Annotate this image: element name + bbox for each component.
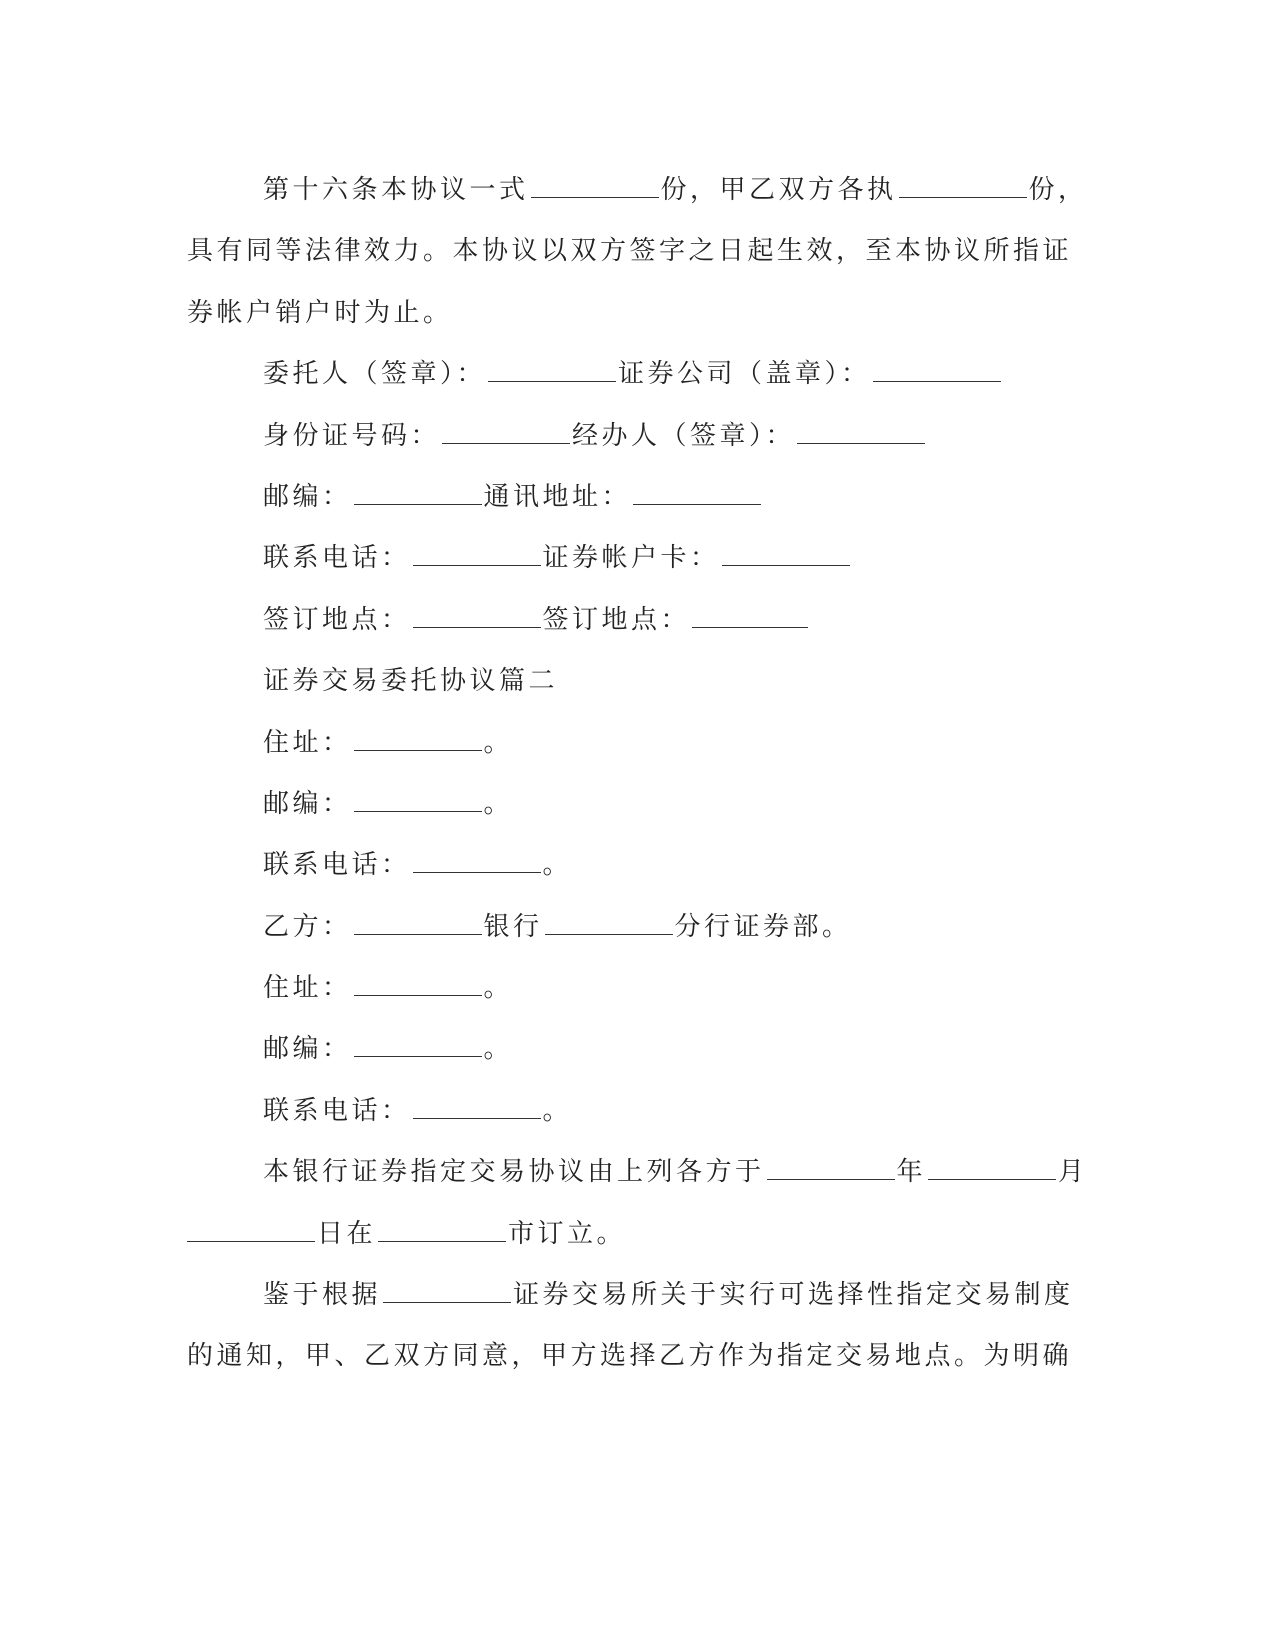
party-b-address	[187, 958, 1067, 1019]
signature-line-phone	[187, 528, 1067, 589]
signature-line-postcode	[187, 467, 1067, 528]
handler-label: 经办人（签章）：	[572, 420, 796, 451]
month-label: 月	[1058, 1157, 1088, 1188]
day-label: 日在	[317, 1218, 377, 1249]
signature-line-id	[187, 406, 1067, 467]
bank-label: 银行	[483, 911, 543, 942]
city-blank	[378, 1219, 506, 1242]
whereas-text: 鉴于根据	[263, 1280, 382, 1311]
branch-label: 分行证券部。	[674, 911, 852, 942]
whereas-line-2: 的通知，甲、乙双方同意，甲方选择乙方作为指定交易地点。为明确	[187, 1341, 1073, 1372]
address-blank	[633, 482, 761, 505]
place-blank	[692, 605, 808, 628]
party-a-postcode	[187, 774, 1067, 835]
exchange-blank	[383, 1280, 511, 1303]
address-blank	[354, 728, 482, 751]
copies-each-blank	[899, 175, 1027, 198]
client-blank	[488, 359, 616, 382]
month-blank	[928, 1157, 1056, 1180]
whereas-line-1	[187, 1265, 1074, 1326]
postcode-blank	[354, 1034, 482, 1057]
day-blank	[187, 1219, 315, 1242]
article-16-text: 份，	[1028, 175, 1088, 205]
period: 。	[483, 973, 514, 1004]
address-label: 住址：	[263, 973, 352, 1004]
postcode-label: 邮编：	[263, 1034, 352, 1065]
id-number-label: 身份证号码：	[263, 420, 441, 451]
party-a-phone	[187, 835, 1067, 896]
party-b-postcode	[187, 1019, 1067, 1080]
handler-blank	[797, 421, 925, 444]
closing-line-2	[187, 1204, 1067, 1265]
party-b-phone	[187, 1081, 1067, 1142]
address-blank	[354, 973, 482, 996]
article-16-line-2: 具有同等法律效力。本协议以双方签字之日起生效，至本协议所指证	[187, 236, 1073, 267]
phone-blank	[413, 850, 541, 873]
signature-line-client	[187, 344, 1067, 405]
phone-blank	[413, 1096, 541, 1119]
company-blank	[873, 359, 1001, 382]
client-label: 委托人（签章）：	[263, 359, 487, 390]
period: 。	[542, 850, 573, 881]
account-card-blank	[722, 543, 850, 566]
place-label: 签订地点：	[263, 604, 411, 635]
party-b-line	[187, 897, 1067, 958]
postcode-blank	[354, 789, 482, 812]
document-page	[187, 160, 1088, 1388]
closing-line-1	[187, 1142, 1088, 1203]
period: 。	[483, 788, 514, 819]
place-label: 签订地点：	[542, 604, 691, 635]
phone-label: 联系电话：	[263, 1095, 411, 1126]
address-label: 通讯地址：	[483, 481, 632, 512]
phone-label: 联系电话：	[263, 543, 411, 574]
phone-blank	[413, 543, 541, 566]
party-a-address	[187, 713, 1067, 774]
period: 。	[483, 1034, 514, 1065]
signature-line-place	[187, 590, 1067, 651]
postcode-label: 邮编：	[263, 788, 352, 819]
id-number-blank	[442, 421, 570, 444]
postcode-label: 邮编：	[263, 481, 352, 512]
period: 。	[483, 727, 514, 758]
article-16-line-1	[187, 160, 1088, 221]
postcode-blank	[354, 482, 482, 505]
phone-label: 联系电话：	[263, 850, 411, 881]
account-card-label: 证券帐户卡：	[542, 543, 720, 574]
whereas-text: 证券交易所关于实行可选择性指定交易制度	[513, 1280, 1074, 1311]
year-blank	[767, 1157, 895, 1180]
section-title: 证券交易委托协议篇二	[263, 666, 559, 697]
period: 。	[542, 1095, 573, 1126]
place-blank	[413, 605, 541, 628]
bank-blank	[354, 912, 482, 935]
year-label: 年	[896, 1157, 927, 1188]
article-16-line-3: 券帐户销户时为止。	[187, 297, 453, 328]
branch-blank	[545, 912, 673, 935]
copies-blank	[531, 175, 659, 198]
address-label: 住址：	[263, 727, 352, 758]
city-label: 市订立。	[508, 1218, 627, 1249]
article-16-text: 第十六条本协议一式	[263, 175, 529, 205]
party-b-label: 乙方：	[263, 911, 352, 942]
closing-text: 本银行证券指定交易协议由上列各方于	[263, 1157, 765, 1188]
company-label: 证券公司（盖章）：	[618, 359, 871, 390]
article-16-text: 份，甲乙双方各执	[660, 175, 897, 205]
